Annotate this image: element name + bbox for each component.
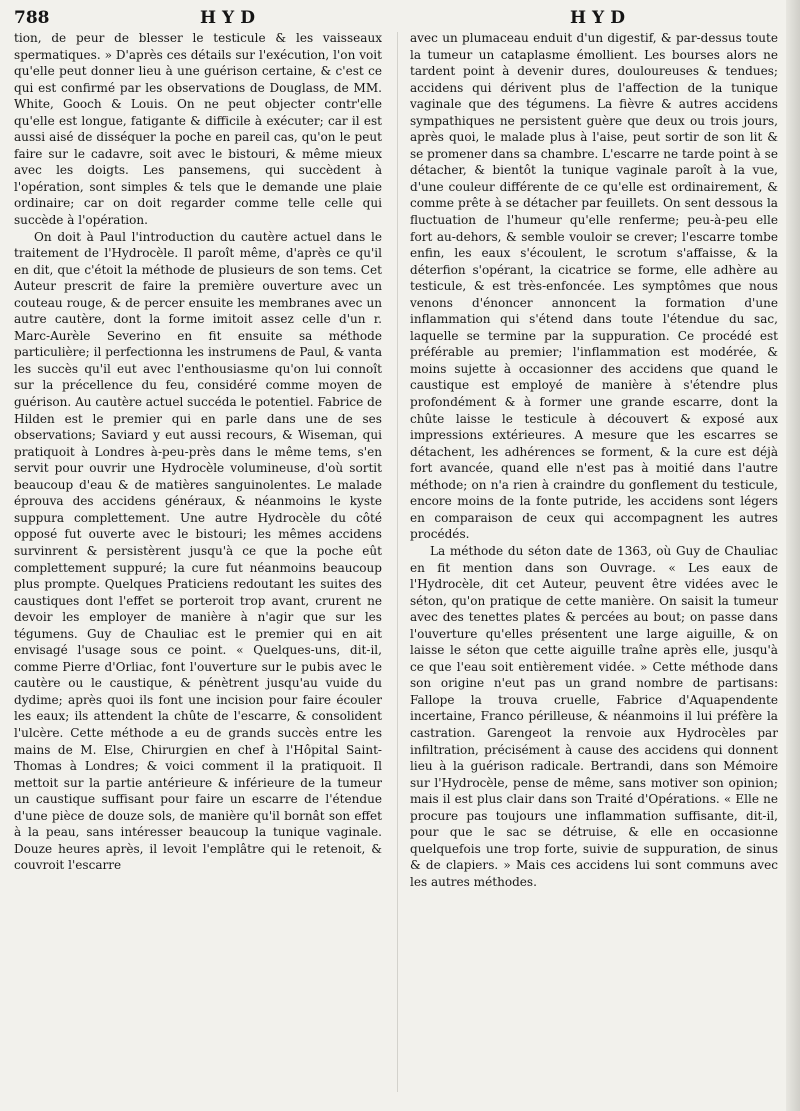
left-paragraph-1: tion, de peur de blesser le testicule & les vaisseaux spermatiques. » D'après ces détails sur l'exécution, l'on voit qu'elle peut donner lieu à une guérison certaine, & c'est ce qui est confirmé par les observations de Douglass, de MM. White, Gooch & Louis. On ne peut objecter contr'elle qu'elle est longue, fatigante & difficile à exécuter; car il est aussi aisé de disséquer la poche en pareil cas, qu'on le peut faire sur le cadavre, soit avec le bistouri, & même mieux avec les doigts. Les pansemens, qui succèdent à l'opération, sont simples & tels que le demande une plaie ordinaire; car on doit regarder comme telle celle qui succède à l'opération. xyxy=(14,31,382,228)
page-edge xyxy=(786,0,800,1111)
right-paragraph-1: avec un plumaceau enduit d'un digestif, & par-dessus toute la tumeur un cataplasme émollient. Les bourses alors ne tardent point à devenir dures, douloureuses & tendues; accidens qui dérivent plus de l'affection de la tunique vaginale que des tégumens. La fièvre & autres accidens sympathiques ne persistent guère que deux ou trois jours, après quoi, le malade plus à l'aise, peut sortir de son lit & se promener dans sa chambre. L'escarre ne tarde point à se détacher, & bientôt la tunique vaginale paroît à la vue, d'une couleur différente de ce qu'elle est ordinairement, & comme prête à se détacher par feuillets. On sent dessous la fluctuation de l'humeur qu'elle renferme; peu-à-peu elle fort au-dehors, & semble vouloir se crever; l'escarre tombe enfin, les eaux s'écoulent, le scrotum s'affaisse, & la déterfion s'opérant, la cicatrice se forme, elle adhère au testicule, & est très-enfoncée. Les symptômes que nous venons d'énoncer annoncent la formation d'une inflammation qui s'étend dans toute l'étendue du sac, laquelle se termine par la suppuration. Ce procédé est préférable au premier; l'inflammation est modérée, & moins sujette à occasionner des accidens que quand le caustique est employé de manière à s'étendre plus profondément & à former une grande escarre, dont la chûte laisse le testicule à découvert & exposé aux impressions extérieures. A mesure que les escarres se détachent, les adhérences se forment, & la cure est déjà fort avancée, quand elle n'est pas à moitié dans l'autre méthode; on n'a rien à craindre du gonflement du testicule, encore moins de la fonte putride, les accidens sont légers en comparaison de ceux qui accompagnent les autres procédés. xyxy=(410,31,778,542)
running-head-left: HYD xyxy=(200,8,261,28)
left-column xyxy=(14,30,382,1100)
right-paragraph-2: La méthode du séton date de 1363, où Guy de Chauliac en fit mention dans son Ouvrage. « Les eaux de l'Hydrocèle, dit cet Auteur, peuvent être vidées avec le séton, qu'on pratique de cette manière. On saisit la tumeur avec des tenettes plates & percées au bout; on passe dans l'ouverture qu'elles présentent une large aiguille, & on laisse le séton que cette aiguille traîne après elle, jusqu'à ce que l'eau soit entièrement vidée. » Cette méthode dans son origine n'eut pas un grand nombre de partisans: Fallope la trouva cruelle, Fabrice d'Aquapendente incertaine, Franco périlleuse, & néanmoins il lui préfère la castration. Garengeot la renvoie aux Hydrocèles par infiltration, précisément à cause des accidens qui donnent lieu à la guérison radicale. Bertrandi, dans son Mémoire sur l'Hydrocèle, pense de même, sans motiver son opinion; mais il est plus clair dans son Traité d'Opérations. « Elle ne procure pas toujours une inflammation suffisante, dit-il, pour que le sac se détruise, & elle en occasionne quelquefois une trop forte, suivie de suppuration, de sinus & de clapiers. » Mais ces accidens lui sont communs avec les autres méthodes. xyxy=(410,543,778,889)
column-divider xyxy=(397,32,398,1092)
right-column xyxy=(410,30,778,1100)
page-number: 788 xyxy=(14,8,50,28)
running-head-right: HYD xyxy=(570,8,631,28)
left-paragraph-2: On doit à Paul l'introduction du cautère actuel dans le traitement de l'Hydrocèle. Il paroît même, d'après ce qu'il en dit, que c'étoit la méthode de plusieurs de son tems. Cet Auteur prescrit de faire la première ouverture avec un couteau rouge, & de percer ensuite les membranes avec un autre cautère, dont la forme imitoit assez celle d'un r. Marc-Aurèle Severino en fit ensuite sa méthode particulière; il perfectionna les instrumens de Paul, & vanta les succès qu'il eut avec l'enthousiasme qu'on lui connoît sur la précellence du feu, considéré comme moyen de guérison. Au cautère actuel succéda le potentiel. Fabrice de Hilden est le premier qui en parle dans une de ses observations; Saviard y eut aussi recours, & Wiseman, qui pratiquoit à Londres à-peu-près dans le même tems, s'en servit pour ouvrir une Hydrocèle volumineuse, d'où sortit beaucoup d'eau & de matières sanguinolentes. Le malade éprouva des accidens généraux, & néanmoins le kyste suppura complettement. Une autre Hydrocèle du côté opposé fut ouverte avec le bistouri; les mêmes accidens survinrent & persistèrent jusqu'à ce que la poche eût complettement suppuré; la cure fut néanmoins beaucoup plus prompte. Quelques Praticiens redoutant les suites des caustiques dont l'effet se porteroit trop avant, crurent ne devoir les employer de manière à n'agir que sur les tégumens. Guy de Chauliac est le premier qui en ait envisagé l'usage sous ce point. « Quelques-uns, dit-il, comme Pierre d'Orliac, font l'ouverture sur le pubis avec le cautère ou le caustique, & pénètrent jusqu'au vuide du dydime; après quoi ils font une incision pour faire écouler les eaux; ils attendent la chûte de l'escarre, & consolident l'ulcère. Cette méthode a eu de grands succès entre les mains de M. Else, Chirurgien en chef à l'Hôpital Saint-Thomas à Londres; & voici comment il la pratiquoit. Il mettoit sur la partie antérieure & inférieure de la tumeur un caustique suffisant pour faire un escarre de l'étendue d'une pièce de douze sols, de manière qu'il bornât son effet à la peau, sans intéresser beaucoup la tunique vaginale. Douze heures après, il levoit l'emplâtre qui le retenoit, & couvroit l'escarre xyxy=(14,229,382,873)
